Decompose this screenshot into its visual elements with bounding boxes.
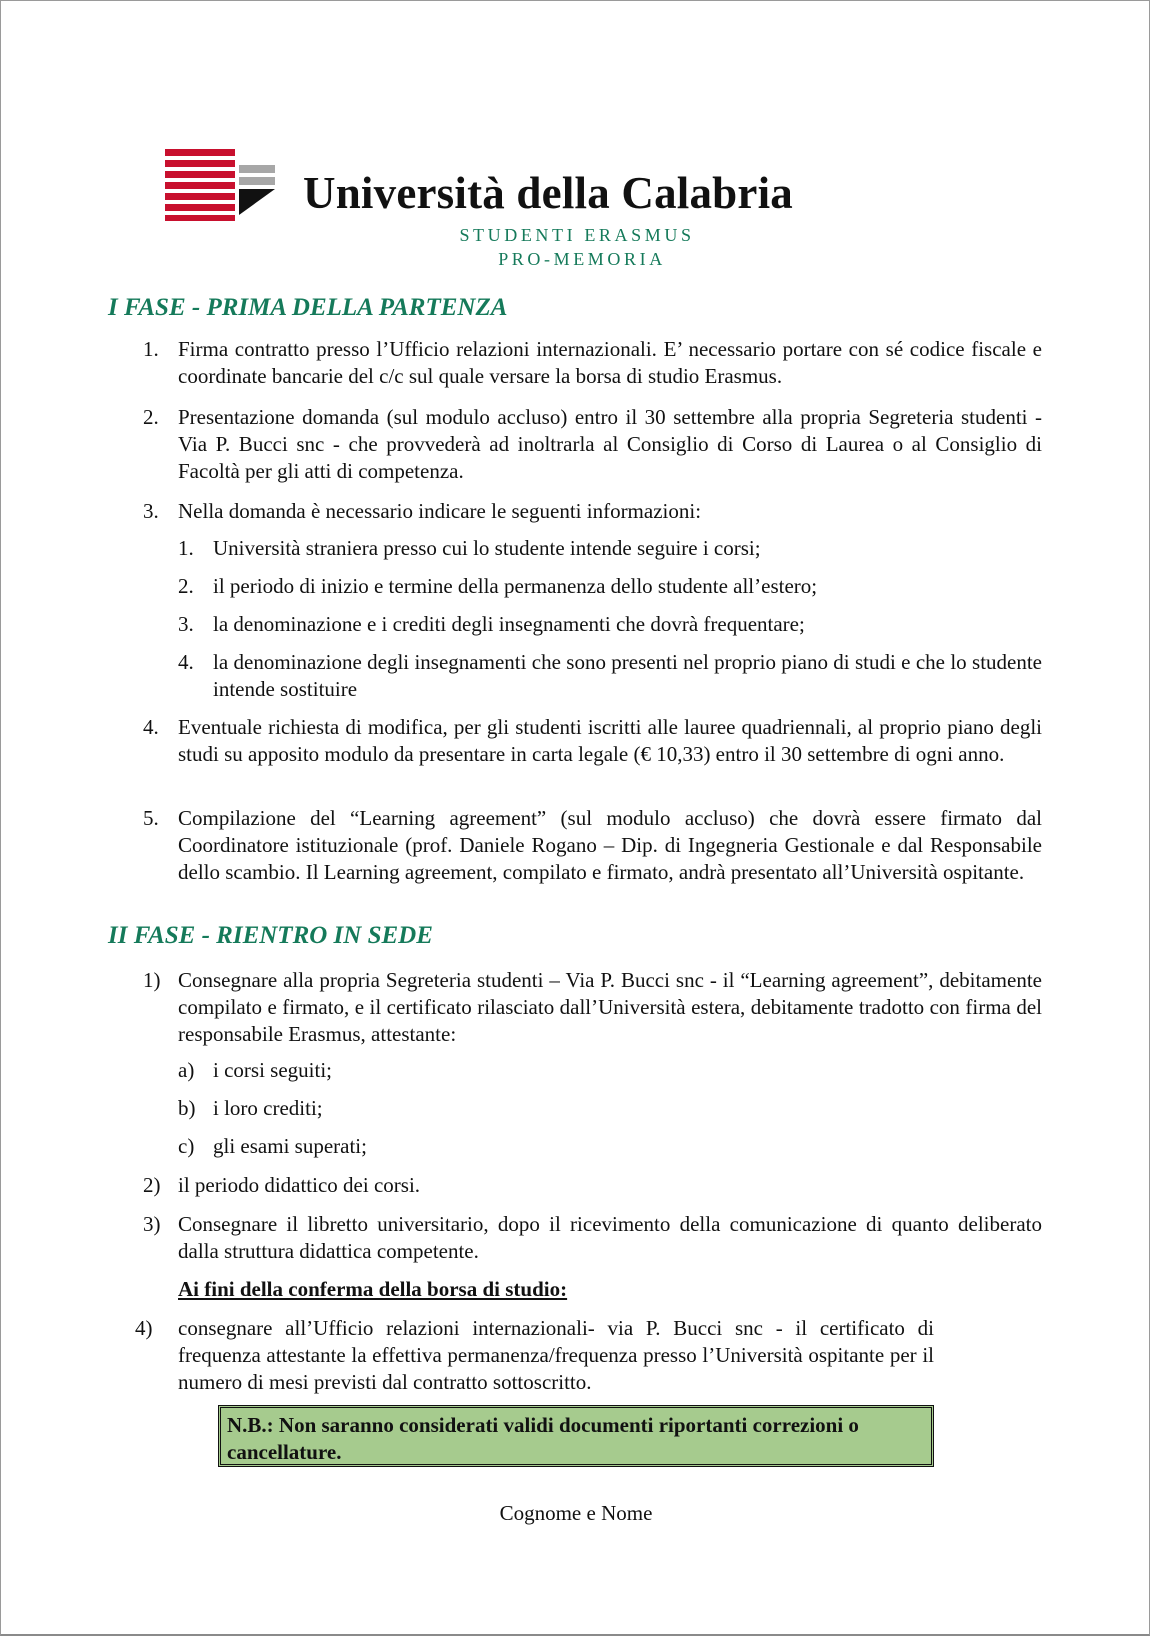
item-number: 5. xyxy=(143,806,159,830)
subtitle-students-erasmus: STUDENTI ERASMUS xyxy=(459,225,695,245)
item-number: 4) xyxy=(135,1316,153,1340)
item-number: 4. xyxy=(143,715,159,739)
item-text: consegnare all’Ufficio relazioni internazionali- via P. Bucci snc - il certificato di frequenza attestante la effettiva permanenza/frequenza presso l’Università ospitante per il numero di mesi previsti dal contratto sottoscritto. xyxy=(178,1316,934,1394)
item-text: Nella domanda è necessario indicare le seguenti informazioni: xyxy=(178,499,702,523)
item-text: i corsi seguiti; xyxy=(213,1058,332,1082)
signature-label: Cognome e Nome xyxy=(499,1501,653,1525)
university-name: Università della Calabria xyxy=(303,168,793,218)
item-text: il periodo di inizio e termine della permanenza dello studente all’estero; xyxy=(213,574,818,598)
item-letter: c) xyxy=(178,1134,195,1158)
item-letter: a) xyxy=(178,1058,195,1082)
item-number: 4. xyxy=(178,650,194,674)
item-text: Consegnare alla propria Segreteria studenti – Via P. Bucci snc - il “Learning agreement”, debitamente compilato e firmato, e il certificato rilasciato dall’Università estera, debitamente tradotto con firma del responsabile Erasmus, attestante: xyxy=(178,968,1042,1046)
item-number: 1) xyxy=(143,968,161,992)
item-text: il periodo didattico dei corsi. xyxy=(178,1173,421,1197)
item-number: 1. xyxy=(143,337,159,361)
item-text: Presentazione domanda (sul modulo accluso) entro il 30 settembre alla propria Segreteria studenti - Via P. Bucci snc - che provvederà ad inoltrarla al Consiglio di Corso di Laurea o al Consiglio di Facoltà per gli atti di competenza. xyxy=(178,405,1042,483)
subtitle-pro-memoria: PRO-MEMORIA xyxy=(498,249,666,269)
nb-note-box: N.B.: Non saranno considerati validi documenti riportanti correzioni o cancellature. xyxy=(218,1405,934,1467)
item-text: gli esami superati; xyxy=(213,1134,367,1158)
item-text: Università straniera presso cui lo studente intende seguire i corsi; xyxy=(213,536,761,560)
item-text: Firma contratto presso l’Ufficio relazioni internazionali. E’ necessario portare con sé codice fiscale e coordinate bancarie del c/c sul quale versare la borsa di studio Erasmus. xyxy=(178,337,1042,388)
item-text: Consegnare il libretto universitario, dopo il ricevimento della comunicazione di quanto deliberato dalla struttura didattica competente. xyxy=(178,1212,1042,1263)
item-number: 3. xyxy=(143,499,159,523)
item-number: 3) xyxy=(143,1212,161,1236)
item-letter: b) xyxy=(178,1096,196,1120)
item-number: 2. xyxy=(178,574,194,598)
item-number: 2. xyxy=(143,405,159,429)
phase1-heading: I FASE - PRIMA DELLA PARTENZA xyxy=(108,294,508,321)
item-text: la denominazione degli insegnamenti che sono presenti nel proprio piano di studi e che lo studente intende sostituire xyxy=(213,650,1042,701)
phase2-heading: II FASE - RIENTRO IN SEDE xyxy=(108,922,433,949)
university-logo xyxy=(165,149,275,221)
item-number: 2) xyxy=(143,1173,161,1197)
item-text: la denominazione e i crediti degli insegnamenti che dovrà frequentare; xyxy=(213,612,805,636)
item-number: 3. xyxy=(178,612,194,636)
item-number: 1. xyxy=(178,536,194,560)
item-text: Compilazione del “Learning agreement” (sul modulo accluso) che dovrà essere firmato dal Coordinatore istituzionale (prof. Daniele Rogano – Dip. di Ingegneria Gestionale e dal Responsabile dello scambio. Il Learning agreement, compilato e firmato, andrà presentato all’Università ospitante. xyxy=(178,806,1042,884)
item-text: Eventuale richiesta di modifica, per gli studenti iscritti alle lauree quadriennali, al proprio piano degli studi su apposito modulo da presentare in carta legale (€ 10,33) entro il 30 settembre di ogni anno. xyxy=(178,715,1042,766)
scholarship-heading: Ai fini della conferma della borsa di studio: xyxy=(178,1277,568,1301)
item-text: i loro crediti; xyxy=(213,1096,323,1120)
